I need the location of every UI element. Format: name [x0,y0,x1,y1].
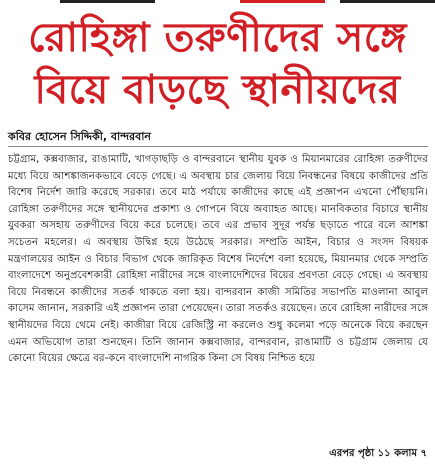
rule-segment-dark-left [60,0,155,3]
continued-on-page: এরপর পৃষ্ঠা ১১ কলাম ৭ [325,446,427,463]
byline-author: কবির হোসেন সিদ্দিকী [8,130,103,143]
rule-segment-dark-right [340,0,435,3]
article-paragraph: চট্টগ্রাম, কক্সবাজার, রাঙামাটি, খাগড়াছড়ি ও বান্দরবানে স্থানীয় যুবক ও মিয়ানমারের রোহিঙ্গা তরুণীদের মধ্যে বিয়ে আশঙ্কাজনকভাবে বেড়ে গেছে। এ অবস্থায় চার জেলায় বিয়ে নিবন্ধনের বিষয়ে কাজীদের প্রতি বিশেষ নির্দেশ জারি করেছে সরকার। তবে মাঠ পর্যায়ে কাজীদের কাছে এই প্রজ্ঞাপন এখনো পৌঁছায়নি। রোহিঙ্গা তরুণীদের সঙ্গে স্থানীয়দের প্রকাশ্য ও গোপনে বিয়ে অব্যাহত আছে। মানবিকতার বিচারে স্থানীয় যুবকরা অসহায় তরুণীদের বিয়ে করে চলেছে। তবে এর প্রভাব সুদূর পর্যন্ত ছড়াতে পারে বলে আশঙ্কা সচেতন মহলের। এ অবস্থায় উদ্বিগ্ন হয়ে উঠেছে সরকার। সম্প্রতি আইন, বিচার ও সংসদ বিষয়ক মন্ত্রণালয়ের আইন ও বিচার বিভাগ থেকে জারিকৃত বিশেষ নির্দেশে বলা হয়েছে, মিয়ানমার থেকে সম্প্রতি বাংলাদেশে অনুপ্রবেশকারী রোহিঙ্গা নারীদের সঙ্গে বাংলাদেশিদের বিয়ের প্রবণতা বেড়ে গেছে। এ অবস্থায় বিয়ে নিবন্ধনে কাজীদের সতর্ক থাকতে বলা হয়। বান্দরবান কাজী সমিতির সভাপতি মাওলানা আবুল কাসেম জানান, সরকারি এই প্রজ্ঞাপন তারা পেয়েছেন। তারা সতর্কও রয়েছেন। তবে রোহিঙ্গা নারীদের সঙ্গে স্থানীয়দের বিয়ে থেমে নেই। কাজীরা বিয়ে রেজিস্ট্রি না করলেও শুধু কলেমা পড়ে অনেকে বিয়ে করছেন এমন অভিযোগ তারা শুনছেন। তিনি জানান কক্সবাজার, বান্দরবান, রাঙামাটি ও চট্টগ্রাম জেলায় যে কোনো বিয়ের ক্ষেত্রে বর-কনে বাংলাদেশি নাগরিক কিনা সে বিষয় নিশ্চিত হয়ে [8,154,428,365]
article-body [8,152,428,368]
top-color-rule [0,0,435,6]
byline-divider [8,146,428,147]
byline-separator: , [102,130,111,143]
headline-line-1: রোহিঙ্গা তরুণীদের সঙ্গে [28,15,407,61]
rule-segment-red [240,0,325,3]
headline [0,12,435,116]
headline-line-2: বিয়ে বাড়ছে স্থানীয়দের [34,67,401,113]
byline-location: বান্দরবান [110,130,151,143]
byline [8,128,428,147]
